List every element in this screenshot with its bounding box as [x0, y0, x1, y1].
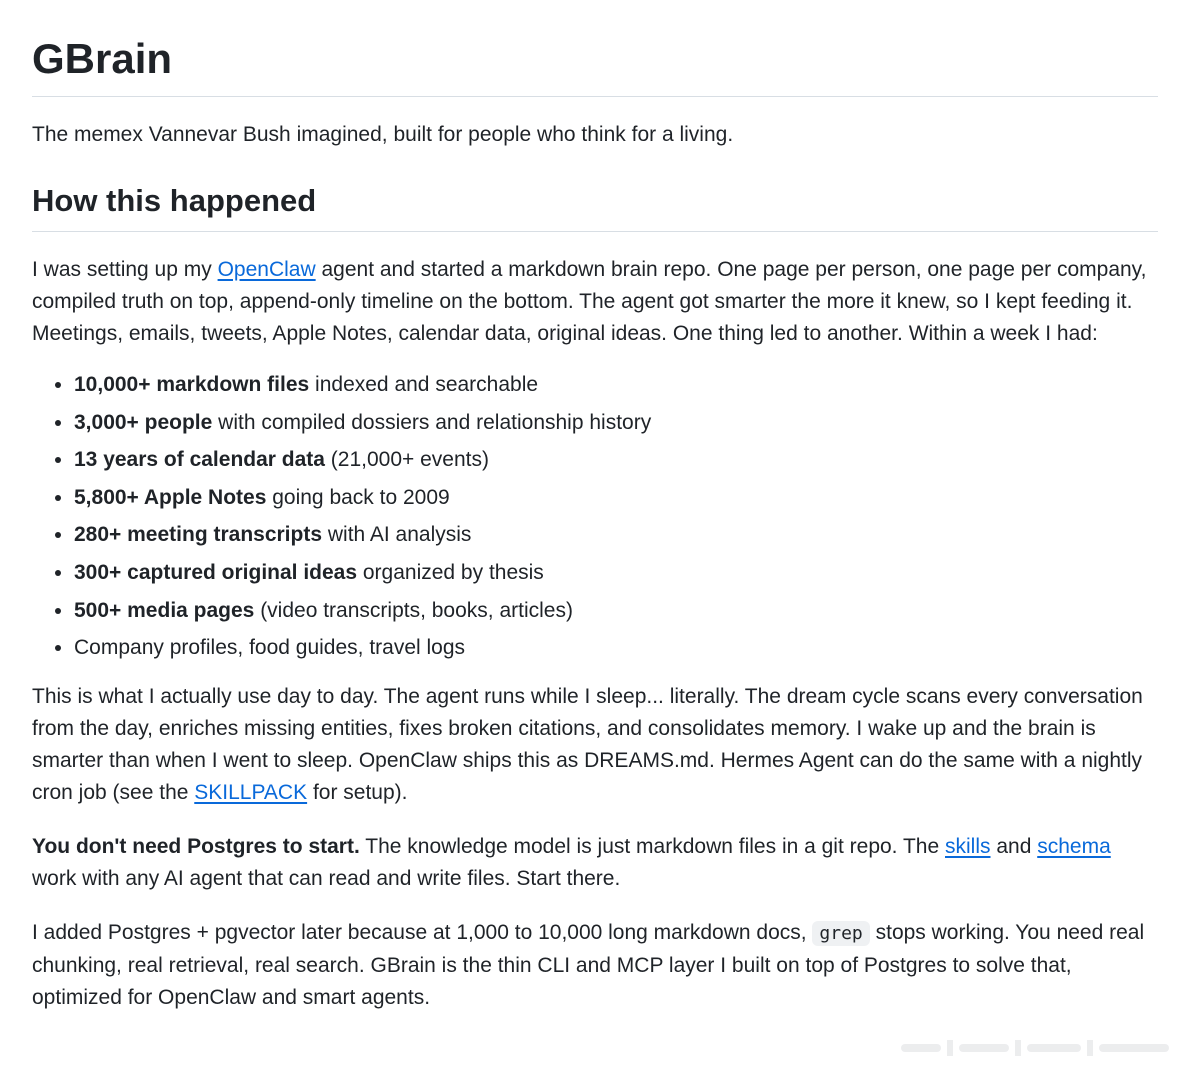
- list-item-text: (21,000+ events): [324, 448, 489, 472]
- stats-list: [32, 366, 1158, 667]
- list-item-bold: 280+ meeting transcripts: [74, 523, 323, 547]
- section-heading: How this happened: [32, 181, 1158, 232]
- list-item: [74, 592, 1158, 630]
- watermark-image: [901, 1038, 1171, 1058]
- list-item-text: going back to 2009: [266, 485, 450, 509]
- list-item: [74, 516, 1158, 554]
- openclaw-link[interactable]: OpenClaw: [217, 258, 316, 281]
- postgres-note-paragraph: [32, 831, 1158, 895]
- intro-text-2: agent and started a markdown brain repo. One page per person, one page per company, compiled truth on top, append-only timeline on the bottom. The agent got smarter the more it knew, so I kept feeding it. Meetings, emails, tweets, Apple Notes, calendar data, original ideas. One thing led to another. Within a week I had:: [32, 258, 1147, 345]
- list-item: [74, 629, 1158, 667]
- page-title: GBrain: [32, 0, 1158, 97]
- skills-link[interactable]: skills: [945, 834, 991, 858]
- scale-paragraph: [32, 917, 1158, 1014]
- schema-link[interactable]: schema: [1037, 834, 1111, 858]
- list-item-text: with compiled dossiers and relationship history: [212, 410, 652, 434]
- intro-text-1: I was setting up my: [32, 258, 218, 281]
- list-item: [74, 366, 1158, 404]
- postgres-note-text-3: work with any AI agent that can read and write files. Start there.: [32, 866, 621, 890]
- list-item-bold: 13 years of calendar data: [74, 448, 325, 472]
- dream-text-2: for setup).: [307, 780, 408, 804]
- list-item: [74, 554, 1158, 592]
- list-item-bold: 5,800+ Apple Notes: [74, 485, 267, 509]
- readme-document: [32, 0, 1158, 1014]
- dream-text-1: This is what I actually use day to day. The agent runs while I sleep... literally. The dream cycle scans every conversation from the day, enriches missing entities, fixes broken citations, and consolidates memory. I wake up and the brain is smarter than when I went to sleep. OpenClaw ships this as DREAMS.md. Hermes Agent can do the same with a nightly cron job (see the: [32, 684, 1143, 804]
- postgres-note-bold: You don't need Postgres to start.: [32, 834, 360, 858]
- skillpack-link[interactable]: SKILLPACK: [194, 780, 308, 804]
- scale-text-2: stops working. You need real chunking, real retrieval, real search. GBrain is the thin CLI and MCP layer I built on top of Postgres to solve that, optimized for OpenClaw and smart agents.: [32, 920, 1145, 1009]
- postgres-note-text-2: and: [990, 834, 1038, 858]
- dream-cycle-paragraph: [32, 681, 1158, 809]
- list-item-text: with AI analysis: [322, 523, 472, 547]
- list-item-bold: 500+ media pages: [74, 598, 255, 622]
- list-item-bold: 300+ captured original ideas: [74, 560, 358, 584]
- intro-paragraph: [32, 254, 1158, 350]
- list-item-text: Company profiles, food guides, travel logs: [74, 636, 466, 660]
- list-item: [74, 479, 1158, 517]
- postgres-note-text-1: The knowledge model is just markdown files in a git repo. The: [359, 834, 945, 858]
- list-item: [74, 404, 1158, 442]
- scale-text-1: I added Postgres + pgvector later because at 1,000 to 10,000 long markdown docs,: [32, 920, 813, 944]
- list-item-text: (video transcripts, books, articles): [254, 598, 573, 622]
- grep-code: grep: [812, 921, 869, 946]
- tagline: The memex Vannevar Bush imagined, built for people who think for a living.: [32, 123, 734, 146]
- list-item-text: organized by thesis: [357, 560, 544, 584]
- list-item-text: indexed and searchable: [309, 373, 539, 396]
- list-item: [74, 441, 1158, 479]
- list-item-bold: 3,000+ people: [74, 410, 213, 434]
- list-item-bold: 10,000+ markdown files: [74, 373, 310, 396]
